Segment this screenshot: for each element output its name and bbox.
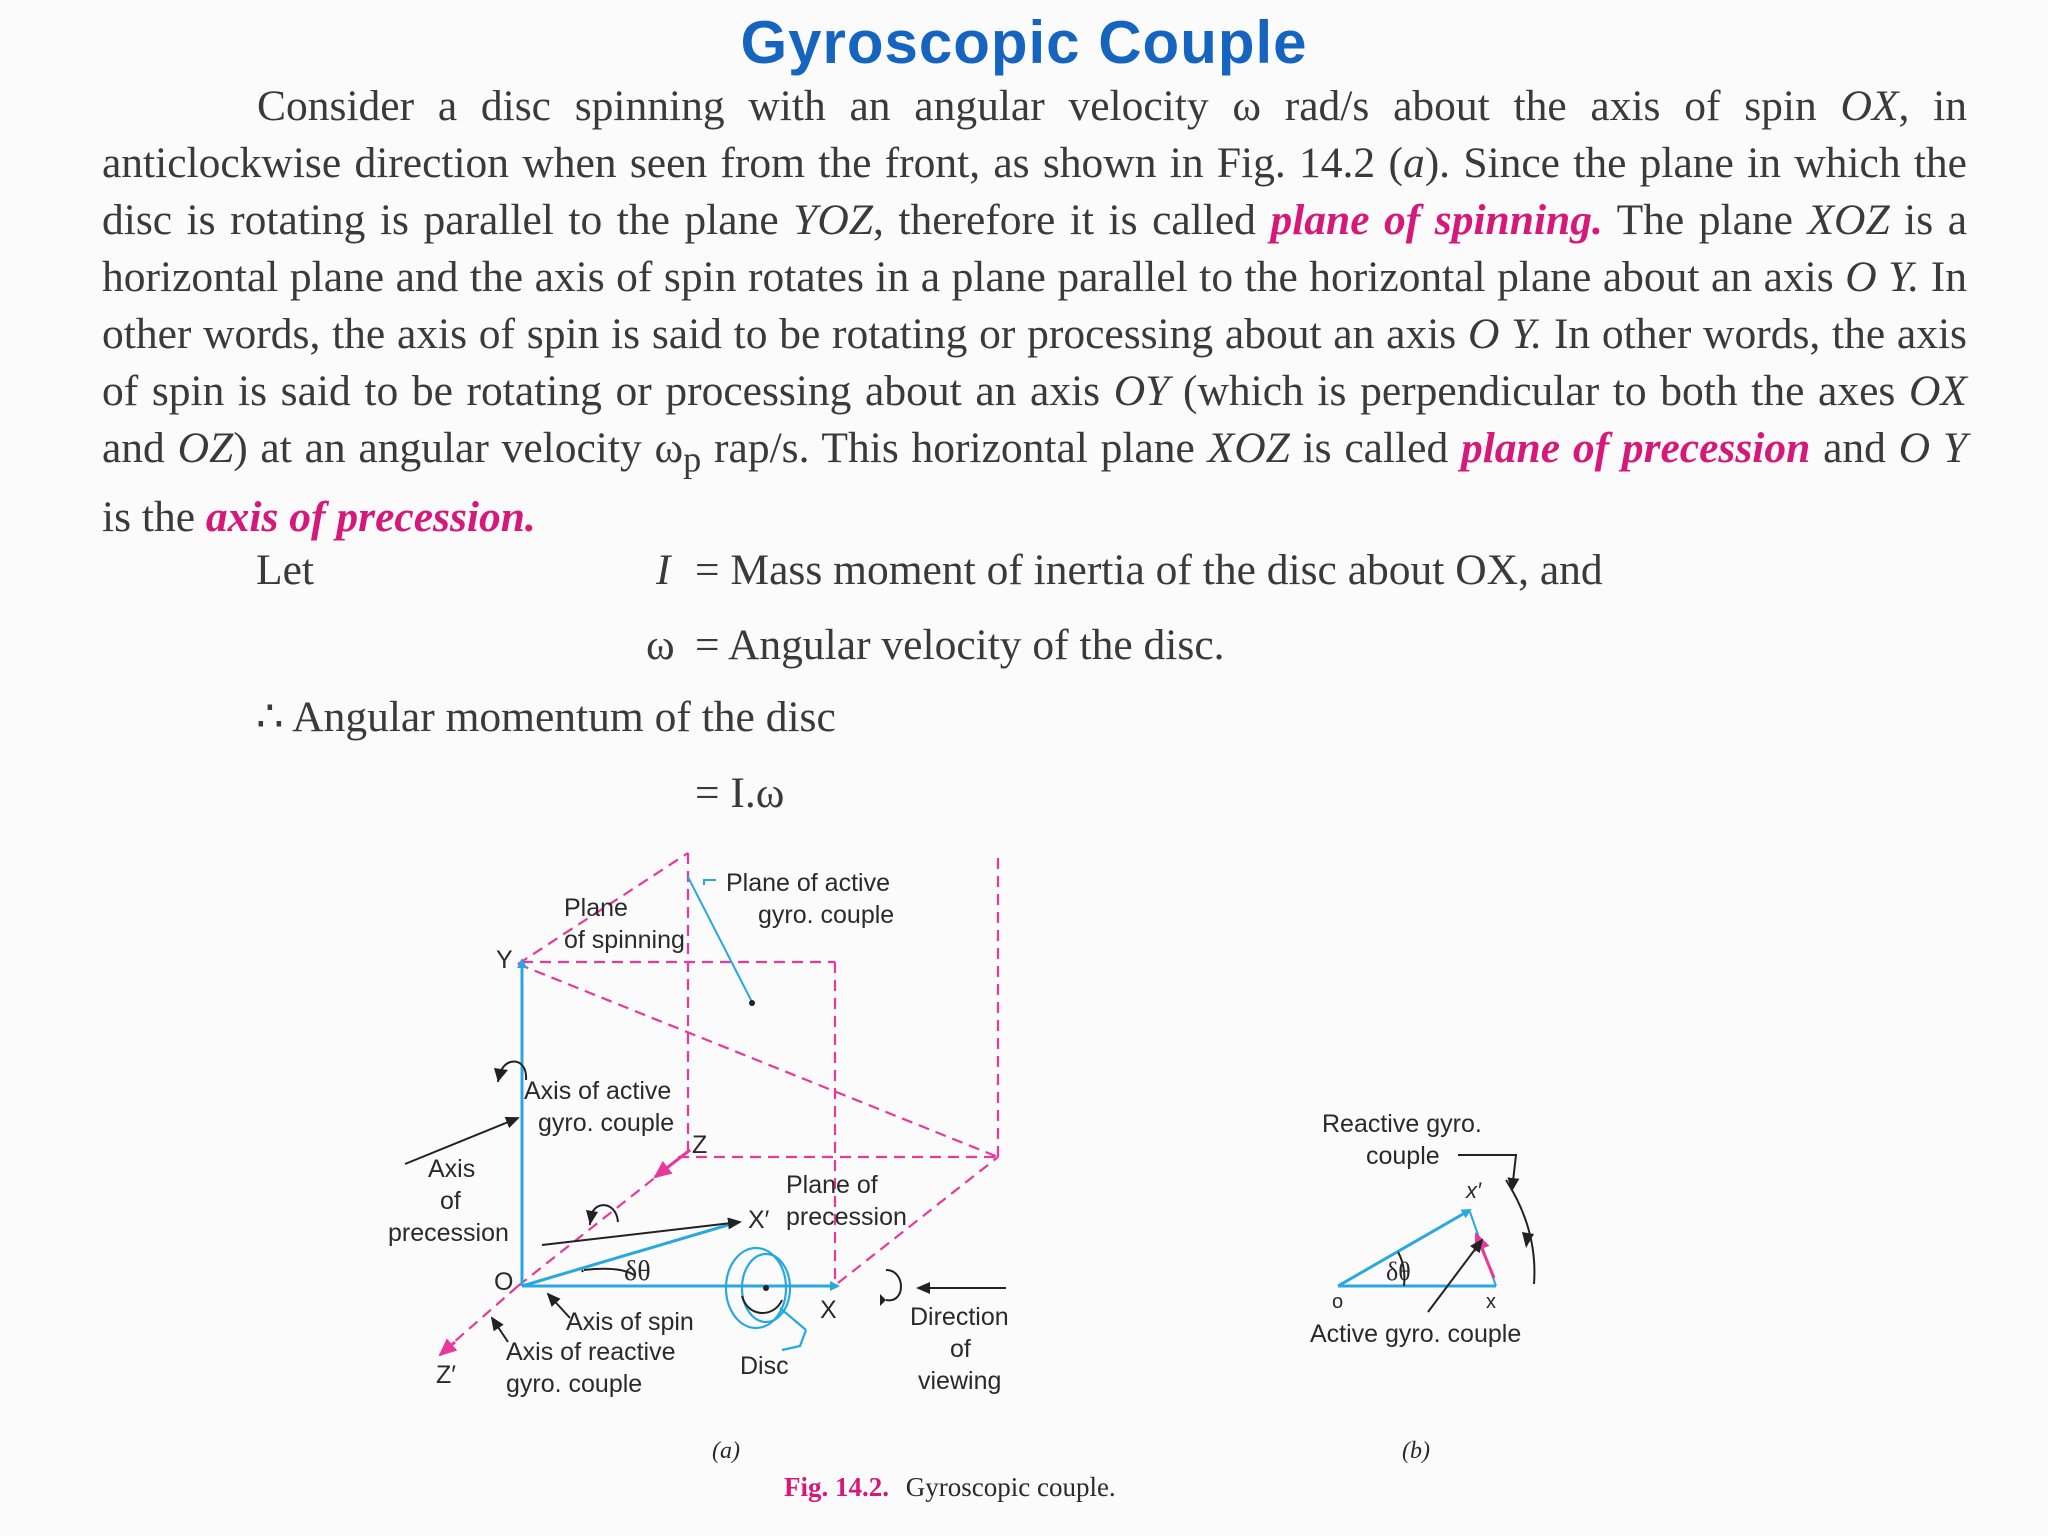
label-axis-prec-3: precession xyxy=(388,1219,509,1247)
label-disc: Disc xyxy=(740,1352,789,1380)
figure-a xyxy=(388,853,1009,1464)
label-direction-3: viewing xyxy=(918,1367,1002,1395)
b-label-active: Active gyro. couple xyxy=(1310,1320,1522,1348)
rotation-head-z xyxy=(586,1210,598,1225)
label-x: X xyxy=(820,1296,837,1324)
b-label-reactive-2: couple xyxy=(1366,1142,1440,1170)
label-axis-reactive-2: gyro. couple xyxy=(506,1370,643,1398)
label-axis-spin: Axis of spin xyxy=(566,1308,694,1336)
term-plane-of-precession: plane of precession xyxy=(1460,424,1811,472)
angular-momentum-equation: = I.ω xyxy=(695,769,785,817)
label-plane-spinning-1: Plane xyxy=(564,894,628,922)
label-o: O xyxy=(494,1268,514,1296)
label-y: Y xyxy=(496,946,513,974)
figure-caption-text: Gyroscopic couple. xyxy=(905,1472,1116,1502)
label-axis-active-2: gyro. couple xyxy=(538,1109,675,1137)
b-label-reactive-1: Reactive gyro. xyxy=(1322,1110,1482,1138)
label-axis-prec-2: of xyxy=(440,1187,461,1215)
figure-caption-number: Fig. 14.2. xyxy=(784,1472,889,1502)
caption-a: (a) xyxy=(712,1438,740,1464)
symbol-i: I xyxy=(656,546,671,594)
label-z: Z xyxy=(692,1131,708,1159)
z-axis-arrow xyxy=(655,1150,690,1177)
label-axis-active-1: Axis of active xyxy=(524,1077,672,1105)
term-axis-of-precession: axis of precession. xyxy=(205,492,536,541)
definition-i: = Mass moment of inertia of the disc about OX, and xyxy=(695,546,1603,594)
symbol-omega: ω xyxy=(646,621,675,669)
figure-b xyxy=(1310,1110,1534,1464)
label-axis-prec-1: Axis xyxy=(428,1155,476,1183)
label-plane-active-1: Plane of active xyxy=(726,869,890,897)
b-pointer-active xyxy=(1428,1240,1482,1312)
body-paragraph: Consider a disc spinning with an angular velocity ω rad/s about the axis of spin OX, in anticlockwise direction when seen from the front, as shown in Fig. 14.2 (a). Since the plane in which the disc is rotating is parallel to the plane YOZ, therefore it is called plane of spinning. The plane XOZ is a horizontal plane and the axis of spin rotates in a plane parallel to the horizontal plane about an axis O Y. In other words, the axis of spin is said to be rotating or processing about an axis O Y. In other words, the axis of spin is said to be rotating or processing about an axis OY (which is perpendicular to both the axes OX and OZ) at an angular velocity $\omega_p$ rap/s. This horizontal plane XOZ is called plane of precession and O Y is the axis of precession. xyxy=(102,82,1968,541)
term-plane-of-spinning: plane of spinning. xyxy=(1270,196,1603,244)
caption-b: (b) xyxy=(1402,1438,1430,1464)
label-plane-prec-1: Plane of xyxy=(786,1171,878,1199)
label-plane-spinning-2: of spinning xyxy=(564,926,685,954)
z-prime-axis-arrow xyxy=(440,1342,455,1355)
pointer-axis-spin-x-prime xyxy=(542,1222,740,1245)
label-axis-reactive-1: Axis of reactive xyxy=(506,1338,676,1366)
let-label: Let xyxy=(256,546,314,594)
b-change-arrow xyxy=(1476,1234,1494,1278)
b-label-delta-theta: δθ xyxy=(1386,1257,1411,1286)
b-label-x: x xyxy=(1486,1291,1496,1313)
label-direction-1: Direction xyxy=(910,1303,1009,1331)
b-label-o: o xyxy=(1332,1291,1344,1313)
angular-momentum-label: ∴ Angular momentum of the disc xyxy=(256,693,836,741)
b-rotation-arc xyxy=(1506,1180,1534,1284)
label-delta-theta: δθ xyxy=(624,1256,651,1287)
page-title: Gyroscopic Couple xyxy=(740,9,1308,76)
plane-active-point xyxy=(749,1000,755,1006)
label-direction-2: of xyxy=(950,1335,971,1363)
disc-center xyxy=(763,1285,769,1291)
b-label-x-prime: x′ xyxy=(1466,1178,1482,1203)
disc-icon xyxy=(726,1248,806,1350)
definition-omega: = Angular velocity of the disc. xyxy=(695,621,1225,669)
rotation-arc-x xyxy=(886,1270,901,1300)
rotation-head-x xyxy=(880,1294,886,1306)
label-plane-active-2: gyro. couple xyxy=(758,901,895,929)
bracket-plane-active xyxy=(704,880,716,885)
label-plane-prec-2: precession xyxy=(786,1203,907,1231)
figure-caption xyxy=(784,1472,1116,1502)
label-x-prime: X′ xyxy=(748,1206,770,1234)
rotation-head-y xyxy=(494,1068,508,1082)
label-z-prime: Z′ xyxy=(436,1361,456,1389)
